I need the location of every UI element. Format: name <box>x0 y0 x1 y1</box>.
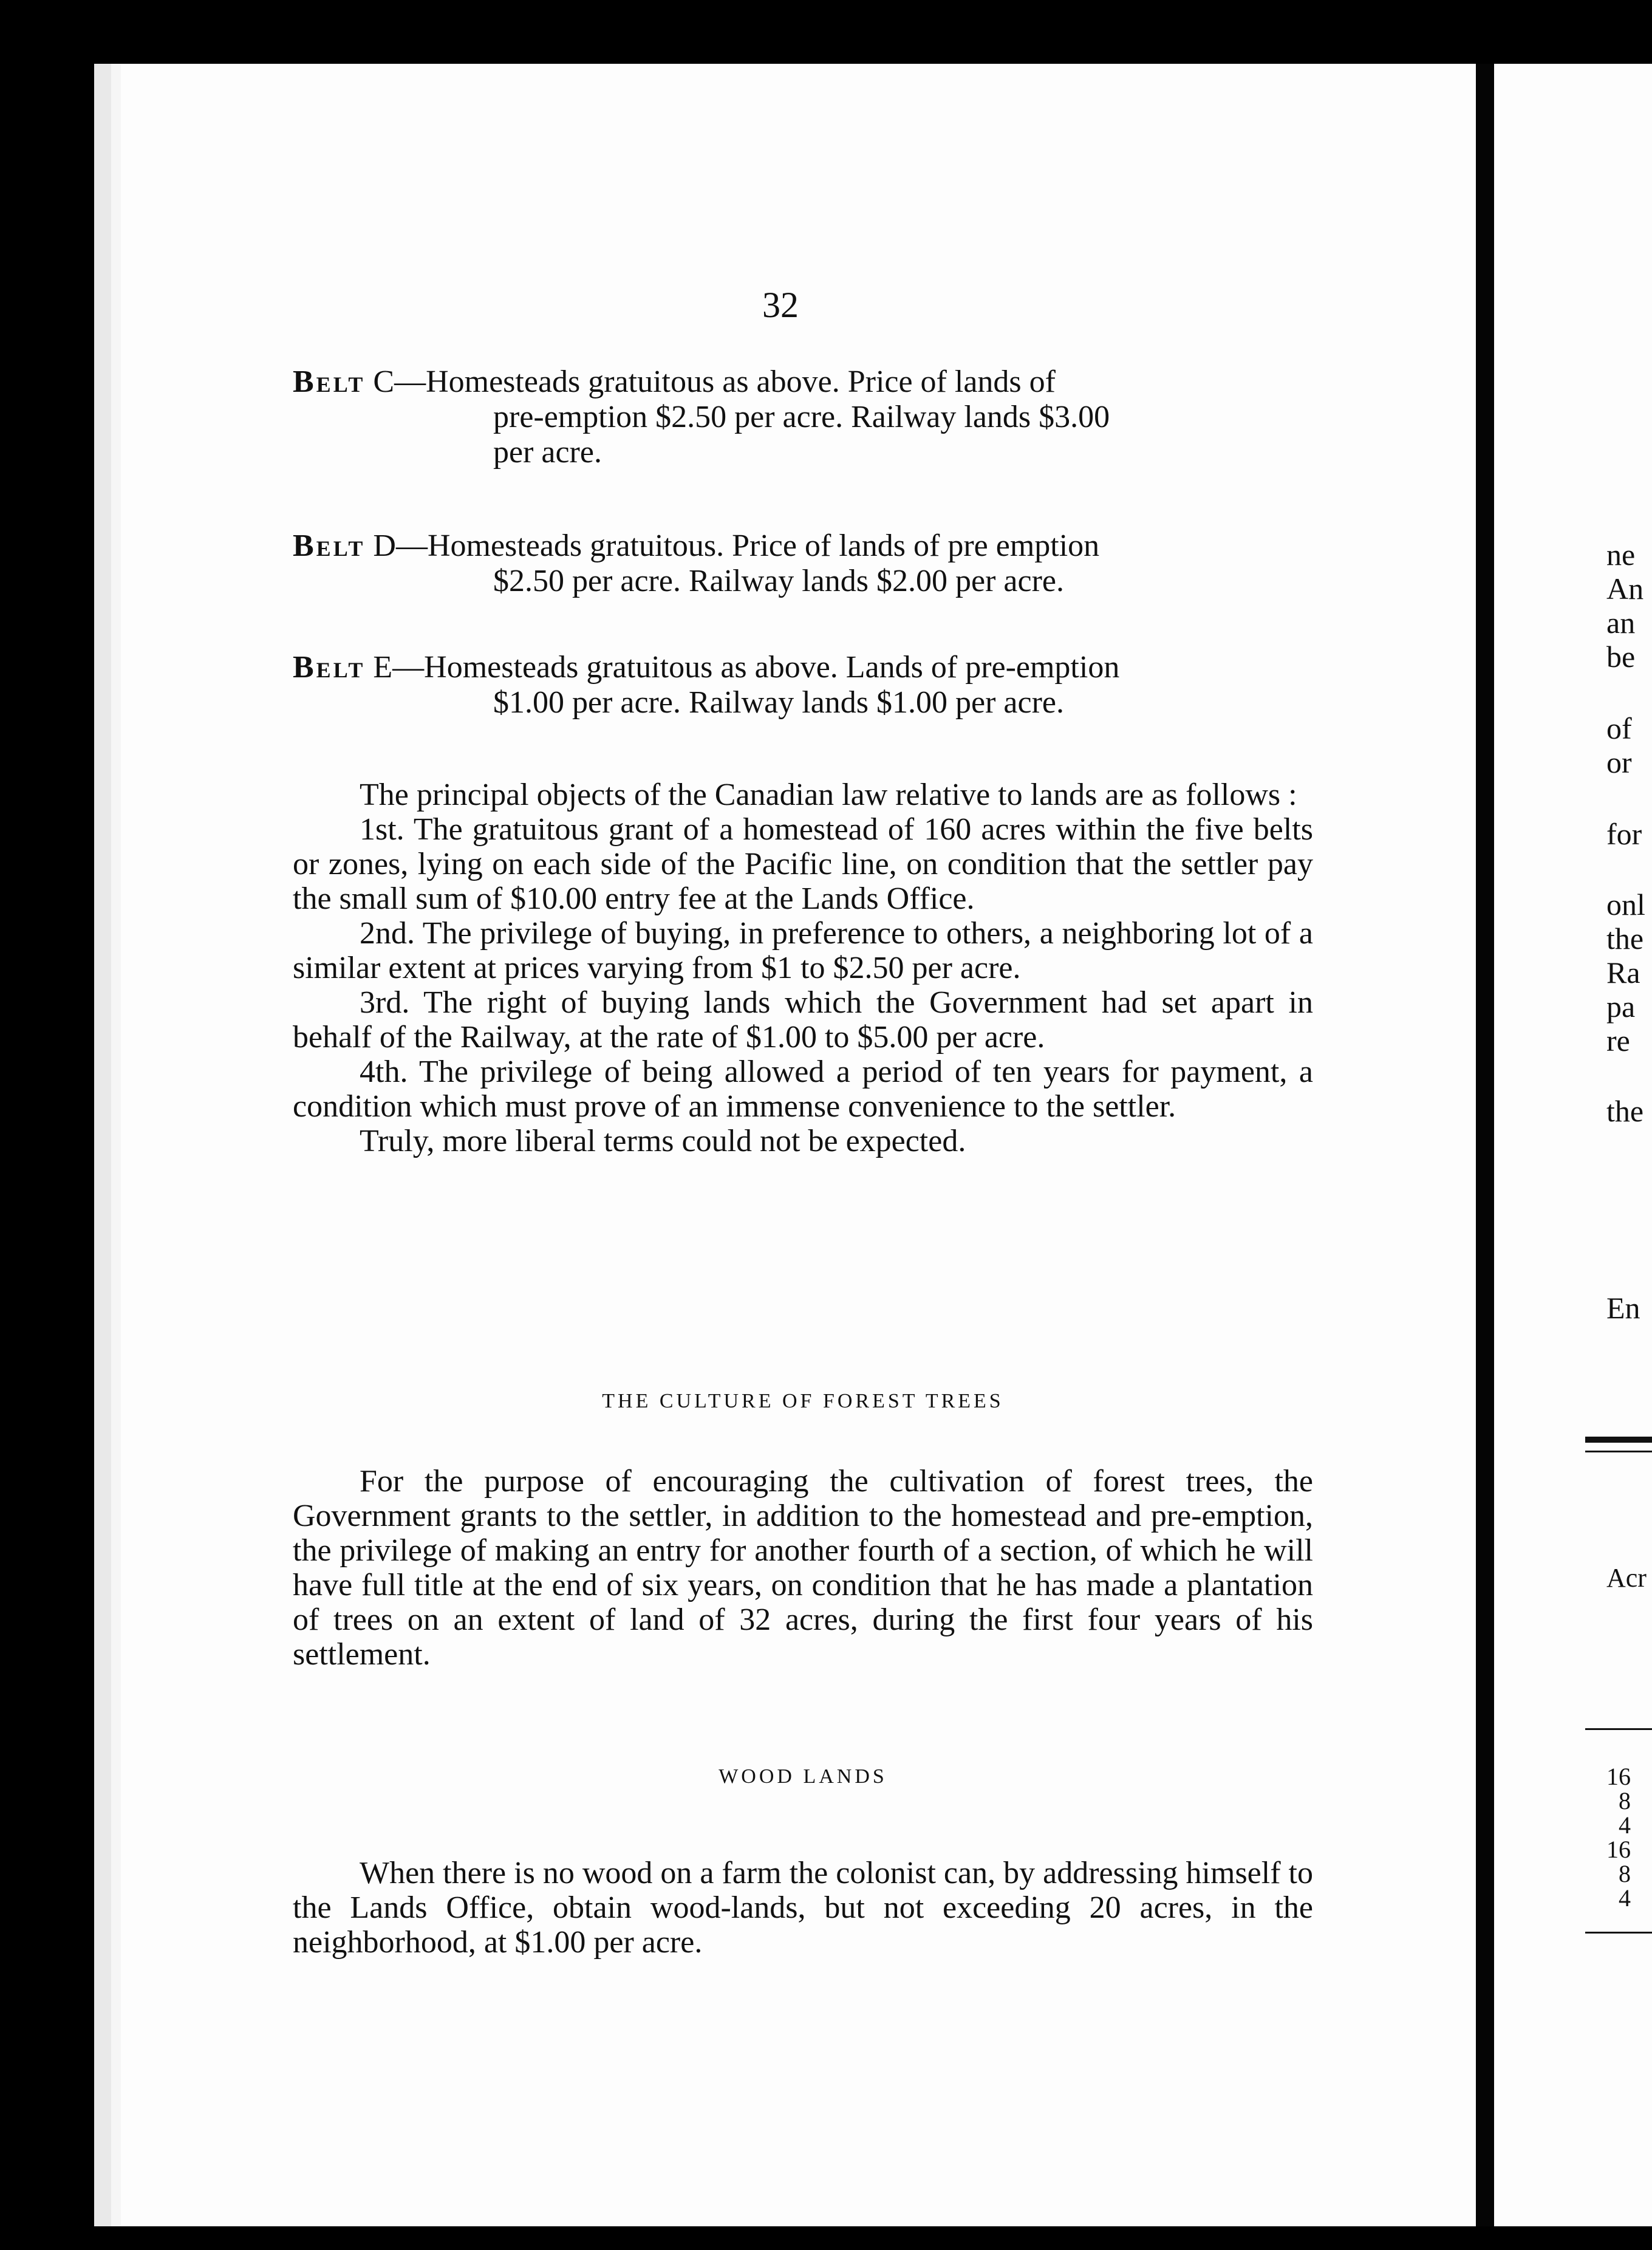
wood-paragraph: When there is no wood on a farm the colonist can, by addressing himself to the Lands Office, obtain wood-lands, but not exceeding 20 acres, in the neighborhood, at $1.00 per acre. <box>293 1856 1313 1960</box>
facing-text-fragment: En <box>1606 1291 1640 1325</box>
belt-line: E—Homesteads gratuitous as above. Lands of pre-emption <box>373 650 1120 685</box>
belt-line: C—Homesteads gratuitous as above. Price of lands of <box>373 364 1056 399</box>
wood-section <box>293 1856 1313 1960</box>
belt-c-entry <box>293 364 1313 470</box>
facing-text-fragment: 8 <box>1619 1787 1631 1814</box>
belt-label: Belt <box>293 528 366 563</box>
law-item-3: 3rd. The right of buying lands which the Government had set apart in behalf of the Railway, at the rate of $1.00 to $5.00 per acre. <box>293 985 1313 1055</box>
facing-text-fragment: pa <box>1606 990 1636 1024</box>
facing-text-fragment: the <box>1606 922 1644 956</box>
law-closing: Truly, more liberal terms could not be expected. <box>360 1124 966 1158</box>
facing-page-edge <box>1494 64 1652 2226</box>
belt-label: Belt <box>293 650 366 685</box>
facing-rule <box>1585 1728 1652 1730</box>
facing-text-fragment: An <box>1606 572 1644 606</box>
belt-continuation: pre-emption $2.50 per acre. Railway lands $3.00 <box>493 400 1110 434</box>
law-item-4: 4th. The privilege of being allowed a period of ten years for payment, a condition which must prove of an immense convenience to the settler. <box>293 1055 1313 1124</box>
facing-text-fragment: ne <box>1606 538 1636 572</box>
facing-text-fragment: for <box>1606 817 1642 851</box>
facing-text-fragment: be <box>1606 640 1636 674</box>
law-item-1: 1st. The gratuitous grant of a homestead of 160 acres within the five belts or zones, lying on each side of the Pacific line, on condition that the settler pay the small sum of $10.00 entry fee at the Lands Office. <box>293 812 1313 916</box>
facing-text-fragment: 4 <box>1619 1811 1631 1839</box>
facing-text-fragment: 16 <box>1606 1836 1631 1863</box>
facing-rule <box>1585 1932 1652 1934</box>
belt-line: D—Homesteads gratuitous. Price of lands of pre emption <box>373 528 1100 563</box>
facing-text-fragment: re <box>1606 1024 1630 1058</box>
facing-text-fragment: 16 <box>1606 1763 1631 1790</box>
law-section <box>293 778 1313 1158</box>
forest-paragraph: For the purpose of encouraging the cultivation of forest trees, the Government grants to the settler, in addition to the homestead and pre-emption, the privilege of making an entry for another fourth of a section, of which he will have full title at the end of six years, on condition that he has made a plantation of trees on an extent of land of 32 acres, during the first four years of his settlement. <box>293 1464 1313 1672</box>
facing-text-fragment: an <box>1606 606 1636 640</box>
facing-text-fragment: Acr <box>1606 1563 1647 1593</box>
facing-rule <box>1585 1437 1652 1443</box>
belt-e-entry <box>293 650 1313 720</box>
belt-label: Belt <box>293 364 366 399</box>
facing-text-fragment: the <box>1606 1094 1644 1128</box>
belt-d-entry <box>293 528 1313 599</box>
belt-continuation: $1.00 per acre. Railway lands $1.00 per acre. <box>493 685 1064 720</box>
facing-rule <box>1585 1451 1652 1452</box>
facing-text-fragment: 4 <box>1619 1884 1631 1912</box>
belt-continuation: per acre. <box>493 435 602 470</box>
facing-text-fragment: or <box>1606 745 1632 779</box>
page-number: 32 <box>762 285 799 325</box>
facing-text-fragment: 8 <box>1619 1860 1631 1887</box>
law-item-2: 2nd. The privilege of buying, in preference to others, a neighboring lot of a similar extent at prices varying from $1 to $2.50 per acre. <box>293 916 1313 985</box>
section-heading-wood: WOOD LANDS <box>718 1765 887 1788</box>
forest-section <box>293 1464 1313 1672</box>
facing-text-fragment: Ra <box>1606 956 1640 990</box>
facing-text-fragment: of <box>1606 711 1632 745</box>
section-heading-forest: THE CULTURE OF FOREST TREES <box>602 1390 1004 1412</box>
facing-text-fragment: onl <box>1606 887 1645 922</box>
book-spine <box>1476 64 1494 2226</box>
law-intro: The principal objects of the Canadian law relative to lands are as follows : <box>360 778 1297 812</box>
belt-continuation: $2.50 per acre. Railway lands $2.00 per acre. <box>493 564 1064 598</box>
